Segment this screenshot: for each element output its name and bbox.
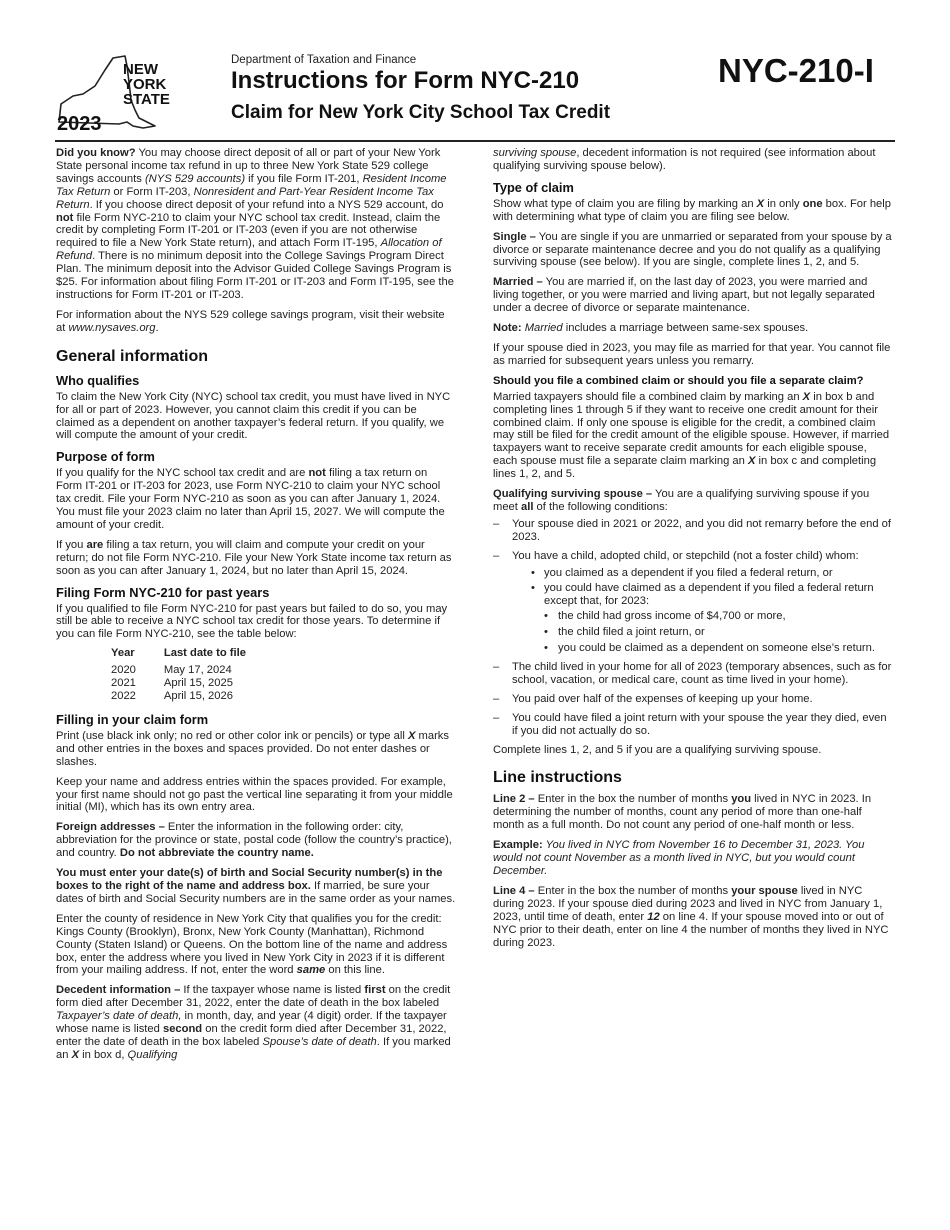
list-item: • you claimed as a dependent if you filed a federal return, or	[512, 567, 893, 580]
qualifying-surviving-spouse-paragraph: Qualifying surviving spouse – You are a qualifying surviving spouse if you meet all of the following conditions:	[493, 488, 870, 513]
filling-heading: Filling in your claim form	[56, 711, 209, 727]
who-qualifies-heading: Who qualifies	[56, 372, 140, 388]
county-paragraph: Enter the county of residence in New York City that qualifies you for the credit: Kings County (Brooklyn), Bronx, New York County (Manhattan), Richmond County (Staten Island) or Queens. On the bottom line of the name and address box, enter the address where you lived in New York City in 2023 if it is different from your mailing address. If not, enter the word same on this line.	[56, 912, 448, 977]
purpose-heading: Purpose of form	[56, 449, 155, 465]
line-instructions-heading: Line instructions	[493, 769, 622, 787]
did-you-know-paragraph: Did you know? You may choose direct deposit of all or part of your New York State personal income tax refund in up to three New York State 529 college savings accounts (NYS 529 accounts) if you file Form IT-201, Resident Income Tax Return or Form IT-203, Nonresident and Part-Year Resident Income Tax Return. If you choose direct deposit of your refund into a NYS 529 account, do not file Form NYC-210 to claim your NYC school tax credit. Instead, claim the credit by completing Form IT-201 or IT-203 (even if you are not otherwise required to file a New York State return), and attach Form IT-195, Allocation of Refund. There is no minimum deposit into the College Savings Program Direct Plan. The minimum deposit into the Advisor Guided College Savings Program is $25. For information about filing Form IT-201 or IT-203 and Form IT-195, see the instructions for Form IT-201 or IT-203.	[56, 147, 454, 301]
who-qualifies-text: To claim the New York City (NYC) school tax credit, you must have lived in NYC for all or part of 2023. However, you cannot claim this credit if you can be claimed as a dependent on another taxpayer’s federal return. If you qualify, we will compute the amount of your credit.	[56, 390, 451, 442]
purpose-paragraph-2: If you are filing a tax return, you will claim and compute your credit on your return; do not file Form NYC-210. File your New York State income tax return as soon as you can after January 1, 2024, but no later than April 15, 2024.	[56, 538, 452, 577]
decedent-paragraph: Decedent information – If the taxpayer whose name is listed first on the credit form died after December 31, 2022, enter the date of death in the box labeled Taxpayer’s date of death, in month, day, and year (4 digit) order. If the taxpayer whose name is listed second on the credit form died after December 31, 2022, enter the date of death in the box labeled Spouse’s date of death. If you marked an X in box d, Qualifying	[56, 984, 451, 1061]
continued-paragraph: surviving spouse, decedent information is not required (see information about qualifying surviving spouse below).	[493, 147, 876, 172]
table-row: 2021 April 15, 2025	[111, 677, 233, 690]
table-row: 2020 May 17, 2024	[111, 664, 232, 677]
page-title: Instructions for Form NYC-210	[231, 67, 580, 94]
single-paragraph: Single – You are single if you are unmarried or separated from your spouse by a divorce or separate maintenance decree and you do not qualify as a qualifying surviving spouse (see below). If you are single, complete lines 1, 2, and 5.	[493, 230, 892, 269]
list-item: • the child filed a joint return, or	[544, 626, 893, 639]
table-row: 2022 April 15, 2026	[111, 690, 233, 702]
note-paragraph: Note: Married includes a marriage between same-sex spouses.	[493, 322, 809, 335]
past-years-text: If you qualified to file Form NYC-210 for past years but failed to do so, you may still be able to receive a NYC school tax credit for those years. To determine if you can file Form NYC-210, see the table below:	[56, 602, 448, 641]
spouse-died-paragraph: If your spouse died in 2023, you may file as married for that year. You cannot file as married for subsequent years unless you remarry.	[493, 341, 891, 367]
table-header-last-date: Last date to file	[163, 647, 246, 660]
complete-lines-paragraph: Complete lines 1, 2, and 5 if you are a qualifying surviving spouse.	[493, 743, 822, 756]
table-header-year: Year	[111, 647, 135, 660]
page-subtitle: Claim for New York City School Tax Credit	[231, 102, 611, 123]
logo-text-state: STATE	[123, 91, 170, 108]
list-item: • you could have claimed as a dependent if you filed a federal return except that, for 2023: • the child had gross income of $4,700 or more, • the child filed a joint return, or • you could be claimed as a dependent on someone else’s return.	[512, 582, 893, 655]
filling-paragraph-1: Print (use black ink only; no red or other color ink or pencils) or type all X marks and other entries in the boxes and spaces provided. Do not enter dashes or slashes.	[56, 729, 449, 768]
type-of-claim-text: Show what type of claim you are filing by marking an X in only one box. For help with determining what type of claim you are filing see below.	[493, 197, 891, 223]
example-paragraph: Example: You lived in NYC from November 16 to December 31, 2023. You would not count November as a month lived in NYC, but you would count December.	[493, 839, 865, 877]
logo-text-york: YORK	[123, 76, 167, 93]
form-id: NYC-210-I	[718, 52, 874, 89]
logo-year: 2023	[57, 113, 102, 132]
nysaves-link: www.nysaves.org	[68, 321, 156, 334]
right-column	[493, 147, 893, 956]
list-item: • the child had gross income of $4,700 or more,	[544, 610, 893, 623]
past-years-heading: Filing Form NYC-210 for past years	[56, 584, 270, 600]
line-4-paragraph: Line 4 – Enter in the box the number of months your spouse lived in NYC during 2023. If your spouse died during 2023 and lived in NYC from January 1, 2023, until time of death, enter 12 on line 4. If your spouse moved into or out of NYC prior to their death, enter on line 4 the number of months they lived in NYC during 2023.	[493, 884, 889, 949]
list-item: • you could be claimed as a dependent on someone else’s return.	[544, 642, 893, 655]
general-information-heading: General information	[56, 347, 209, 365]
birth-ssn-paragraph: You must enter your date(s) of birth and Social Security number(s) in the boxes to the right of the name and address box. If married, be sure your dates of birth and Social Security numbers are in the same order as your names.	[56, 867, 456, 905]
purpose-paragraph-1: If you qualify for the NYC school tax credit and are not filing a tax return on Form IT-201 or IT-203 for 2023, use Form NYC-210 to claim your NYC school tax credit. File your Form NYC-210 as soon as you can after January 1, 2024. You must file your 2023 claim no later than April 15, 2027. We will compute the amount of your credit.	[56, 467, 445, 531]
left-column	[56, 147, 456, 1069]
foreign-addresses-paragraph: Foreign addresses – Enter the information in the following order: city, abbreviation for the province or state, postal code (follow the country’s practice), and country. Do not abbreviate the country name.	[56, 821, 452, 860]
list-item: – You paid over half of the expenses of keeping up your home.	[493, 693, 893, 706]
department-name: Department of Taxation and Finance	[231, 54, 417, 66]
married-paragraph: Married – You are married if, on the last day of 2023, you were married and living together, or you were married and living apart, but not legally separated under a decree of divorce or separate maintenance.	[493, 276, 875, 315]
filing-deadline-table	[111, 647, 274, 703]
list-item: – The child lived in your home for all of 2023 (temporary absences, such as for school, vacation, or medical care, count as time lived in your home).	[493, 661, 893, 687]
logo-text-new: NEW	[123, 61, 158, 78]
list-item: – You have a child, adopted child, or stepchild (not a foster child) whom: • you claimed as a dependent if you filed a federal return, or • you could have claimed as a dependent if you filed a federal return except that, for 2023: • the child had gross income of $4,700 or more, • the child filed a joint return, or • you could be claimed as a dependent on someone else’s return.	[493, 550, 893, 655]
combined-claim-text: Married taxpayers should file a combined claim by marking an X in box b and completing lines 1 through 5 if they want to receive one credit amount for their combined claim. If only one spouse is eligible for the credit, a combined claim may still be filed for the credit amount of the eligible spouse. However, if married taxpayers want to receive separate credit amounts for each eligible spouse, each spouse must file a separate claim marking an X in box c and completing lines 1, 2, and 5.	[493, 390, 890, 481]
list-item: – Your spouse died in 2021 or 2022, and you did not remarry before the end of 2023.	[493, 518, 893, 544]
new-york-state-logo	[55, 52, 185, 132]
nysaves-paragraph: For information about the NYS 529 college savings program, visit their website at www.nysaves.org.	[56, 308, 445, 334]
line-2-paragraph: Line 2 – Enter in the box the number of months you lived in NYC in 2023. In determining the number of months, count any period of more than one-half month as a full month. Do not count any period of one-half month or less.	[493, 793, 872, 832]
combined-claim-heading: Should you file a combined claim or should you file a separate claim?	[493, 374, 864, 387]
type-of-claim-heading: Type of claim	[493, 179, 574, 195]
header-rule	[55, 140, 895, 142]
list-item: – You could have filed a joint return with your spouse the year they died, even if you did not actually do so.	[493, 712, 893, 738]
conditions-list	[493, 518, 893, 738]
exception-list	[544, 610, 893, 655]
dependent-list	[512, 567, 893, 655]
filling-paragraph-2: Keep your name and address entries within the spaces provided. For example, your first name should not go past the vertical line separating it from your middle initial (MI), which has its own entry area.	[56, 775, 453, 814]
